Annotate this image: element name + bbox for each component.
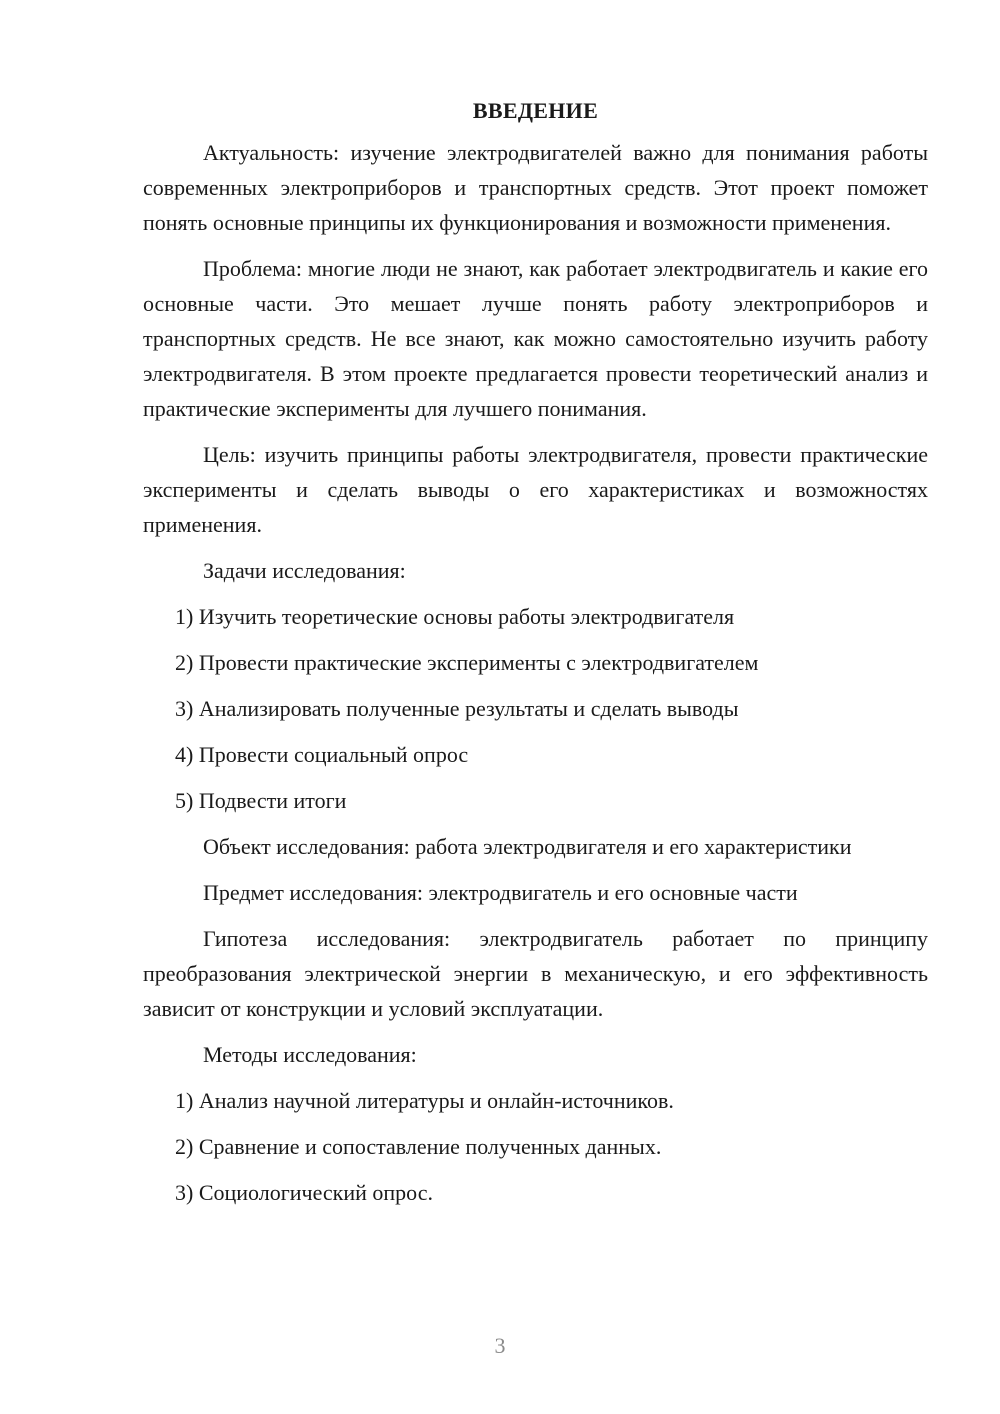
relevance-paragraph: Актуальность: изучение электродвигателей важно для понимания работы современных электроприборов и транспортных средств. Этот проект поможет понять основные принципы их функционирования и возможности применения.	[143, 140, 928, 235]
subject-paragraph: Предмет исследования: электродвигатель и его основные части	[203, 880, 798, 905]
problem-paragraph: Проблема: многие люди не знают, как работает электродвигатель и какие его основные части. Это мешает лучше понять работу электроприборов и транспортных средств. Не все знают, как можно самостоятельно изучить работу электродвигателя. В этом проекте предлагается провести теоретический анализ и практические эксперименты для лучшего понимания.	[143, 256, 928, 421]
object-paragraph: Объект исследования: работа электродвигателя и его характеристики	[203, 834, 852, 859]
list-item: 1) Изучить теоретические основы работы электродвигателя	[175, 604, 735, 629]
list-item: 4) Провести социальный опрос	[175, 742, 469, 767]
page-title: ВВЕДЕНИЕ	[472, 98, 599, 123]
list-item: 5) Подвести итоги	[175, 788, 347, 813]
page-number: 3	[494, 1333, 506, 1358]
list-item: 1) Анализ научной литературы и онлайн-источников.	[175, 1088, 674, 1113]
document-page	[143, 95, 928, 1221]
methods-heading: Методы исследования:	[203, 1042, 417, 1067]
list-item: 3) Социологический опрос.	[175, 1180, 433, 1205]
goal-paragraph: Цель: изучить принципы работы электродвигателя, провести практические эксперименты и сделать выводы о его характеристиках и возможностях применения.	[143, 442, 928, 537]
hypothesis-paragraph: Гипотеза исследования: электродвигатель работает по принципу преобразования электрической энергии в механическую, и его эффективность зависит от конструкции и условий эксплуатации.	[143, 926, 928, 1021]
methods-list	[143, 1083, 928, 1210]
list-item: 2) Сравнение и сопоставление полученных данных.	[175, 1134, 662, 1159]
tasks-heading: Задачи исследования:	[203, 558, 406, 583]
tasks-list	[143, 599, 928, 818]
list-item: 3) Анализировать полученные результаты и сделать выводы	[175, 696, 739, 721]
list-item: 2) Провести практические эксперименты с электродвигателем	[175, 650, 759, 675]
